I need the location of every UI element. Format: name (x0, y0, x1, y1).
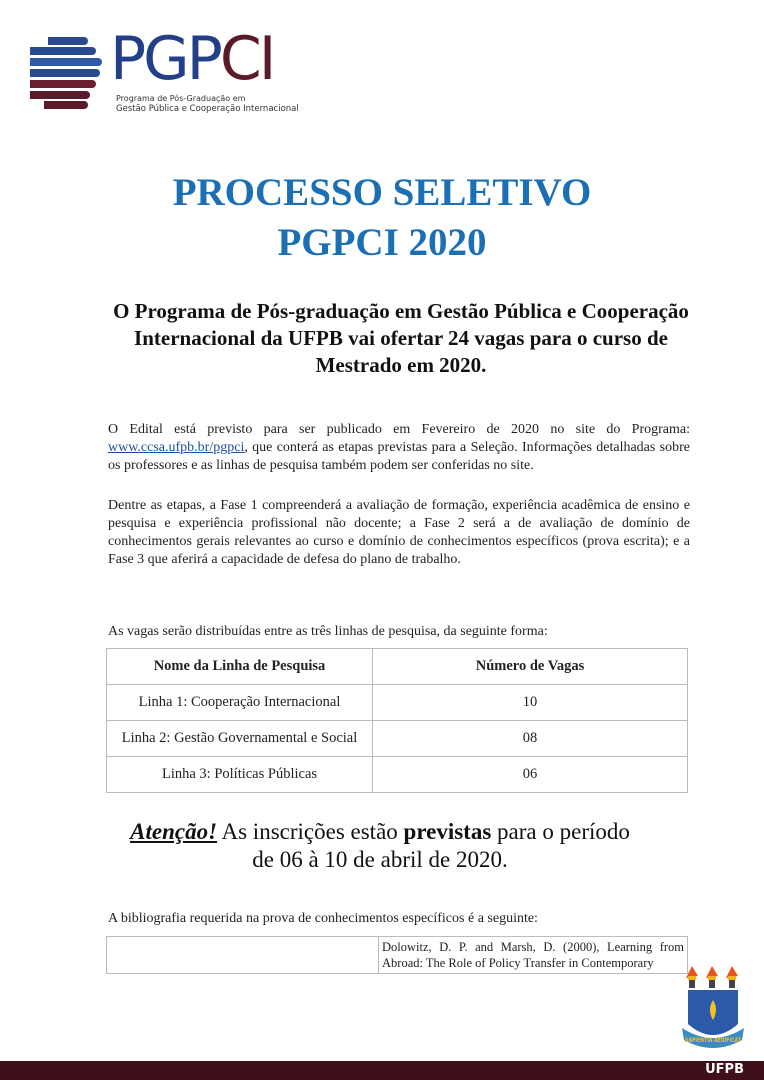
page-title (0, 168, 764, 268)
logo-subtitle-2: Gestão Pública e Cooperação Internacional (116, 104, 299, 114)
program-site-link[interactable]: www.ccsa.ufpb.br/pgpci (108, 440, 245, 455)
lead-text: O Programa de Pós-graduação em Gestão Pública e Cooperação Internacional da UFPB vai ofertar 24 vagas para o curso de Mestrado em 2020. (113, 299, 689, 377)
footer-bar (0, 1061, 764, 1080)
crest-motto: SAPIENTIA AEDIFICAT (685, 1037, 742, 1044)
globe-icon (30, 33, 106, 109)
bibliography-cell-left (107, 937, 379, 974)
paragraph-edital: O Edital está previsto para ser publicado em Fevereiro de 2020 no site do Programa: www.ccsa.ufpb.br/pgpci, que conterá as etapas previstas para a Seleção. Informações detalhadas sobre os professores e as linhas de pesquisa também podem ser conferidas no site. (108, 422, 690, 473)
table-row (107, 757, 688, 793)
header-linha: Nome da Linha de Pesquisa (107, 649, 373, 685)
pgpci-logo (30, 24, 300, 114)
cell-vagas: 10 (373, 685, 688, 721)
bibliography-cell-right: Dolowitz, D. P. and Marsh, D. (2000), Learning from Abroad: The Role of Policy Transfer in Contemporary (379, 937, 688, 974)
table-row (107, 685, 688, 721)
logo-subtitle-1: Programa de Pós-Graduação em (116, 94, 246, 103)
bibliography-table (106, 936, 688, 974)
paragraph-vagas-intro: As vagas serão distribuídas entre as três linhas de pesquisa, da seguinte forma: (108, 624, 548, 639)
cell-linha: Linha 1: Cooperação Internacional (107, 685, 373, 721)
vagas-table (106, 648, 688, 793)
paragraph-etapas: Dentre as etapas, a Fase 1 compreenderá a avaliação de formação, experiência acadêmica de ensino e pesquisa e experiência profissional não docente; a Fase 2 será a de avaliação de domínio de conhecimentos gerais relevantes ao curso e domínio de conhecimentos específicos (prova escrita); e a Fase 3 que aferirá a capacidade de defesa do plano de trabalho. (108, 498, 690, 567)
cell-vagas: 06 (373, 757, 688, 793)
ufpb-crest-icon (680, 966, 746, 1060)
attention-notice: Atenção! As inscrições estão previstas para o período de 06 à 10 de abril de 2020. (60, 818, 700, 874)
attention-label: Atenção! (130, 819, 218, 844)
table-header-row (107, 649, 688, 685)
title-line-1: PROCESSO SELETIVO (172, 171, 592, 214)
bibliography-intro: A bibliografia requerida na prova de conhecimentos específicos é a seguinte: (108, 911, 538, 926)
title-line-2: PGPCI 2020 (277, 221, 487, 264)
attention-dates: de 06 à 10 de abril de 2020. (252, 847, 508, 872)
cell-linha: Linha 3: Políticas Públicas (107, 757, 373, 793)
cell-linha: Linha 2: Gestão Governamental e Social (107, 721, 373, 757)
table-row (107, 937, 688, 974)
header-vagas: Número de Vagas (373, 649, 688, 685)
table-row (107, 721, 688, 757)
ufpb-brand: UFPB (705, 1062, 744, 1077)
logo-wordmark: PGPCI (110, 24, 274, 94)
cell-vagas: 08 (373, 721, 688, 757)
